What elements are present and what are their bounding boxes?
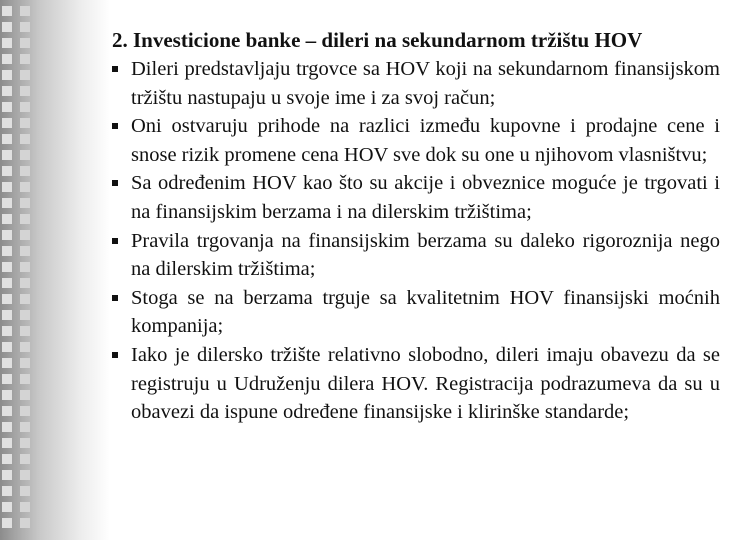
bullet-text: Stoga se na berzama trguje sa kvalitetnim HOV finansijski moćnih kompanija; xyxy=(131,286,720,338)
bullet-text: Pravila trgovanja na finansijskim berzama su daleko rigoroznija nego na dilerskim tržištima; xyxy=(131,229,720,281)
square-bullet-icon xyxy=(112,295,118,301)
bullet-item xyxy=(110,284,720,341)
square-bullet-icon xyxy=(112,123,118,129)
bullet-text: Iako je dilersko tržište relativno slobodno, dileri imaju obavezu da se registruju u Udruženju dilera HOV. Registracija podrazumeva da su u obavezi da ispune određene finansijske i klirinške standarde; xyxy=(131,343,720,424)
bullet-text: Sa određenim HOV kao što su akcije i obveznice moguće je trgovati i na finansijskim berzama i na dilerskim tržištima; xyxy=(131,172,720,223)
decorative-squares-left xyxy=(2,0,20,546)
bullet-text: Dileri predstavljaju trgovce sa HOV koji na sekundarnom finansijskom tržištu nastupaju u svoje ime i za svoj račun; xyxy=(131,58,720,109)
bullet-item xyxy=(110,169,720,226)
bullet-item xyxy=(110,227,720,284)
bullet-item xyxy=(110,341,720,427)
square-bullet-icon xyxy=(112,238,118,244)
square-bullet-icon xyxy=(112,180,118,186)
bullet-item xyxy=(110,112,720,169)
slide-content xyxy=(110,26,720,427)
bullet-item xyxy=(110,55,720,112)
bullet-list xyxy=(110,55,720,427)
slide-title: 2. Investicione banke – dileri na sekundarnom tržištu HOV xyxy=(112,28,643,52)
square-bullet-icon xyxy=(112,66,118,72)
square-bullet-icon xyxy=(112,352,118,358)
bullet-text: Oni ostvaruju prihode na razlici između kupovne i prodajne cene i snose rizik promene cena HOV sve dok su one u njihovom vlasništvu; xyxy=(131,115,720,166)
decorative-squares-inner xyxy=(20,0,38,546)
